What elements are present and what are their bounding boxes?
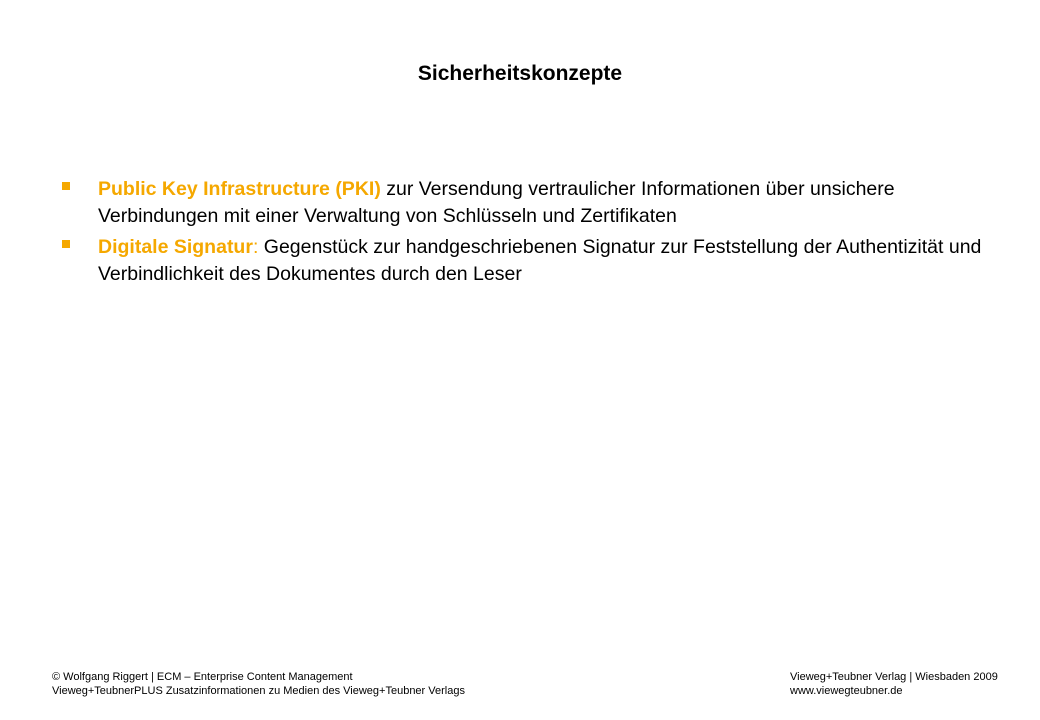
footer-left bbox=[52, 670, 465, 698]
footer-publisher: Vieweg+Teubner Verlag | Wiesbaden 2009 bbox=[790, 671, 998, 683]
bullet-item-pki bbox=[62, 176, 982, 230]
footer-copyright: © Wolfgang Riggert | ECM – Enterprise Content Management bbox=[52, 671, 353, 683]
square-bullet-icon bbox=[62, 240, 70, 248]
slide-title: Sicherheitskonzepte bbox=[417, 62, 623, 85]
bullet-text: Gegenstück zur handgeschriebenen Signatur zur Feststellung der Authentizität und Verbindlichkeit des Dokumentes durch den Leser bbox=[98, 236, 982, 285]
bullet-term: Public Key Infrastructure (PKI) bbox=[98, 178, 381, 200]
bullet-list bbox=[62, 176, 982, 292]
bullet-item-signature bbox=[62, 234, 982, 288]
bullet-separator: : bbox=[252, 236, 259, 258]
square-bullet-icon bbox=[62, 182, 70, 190]
footer-right bbox=[790, 670, 998, 698]
footer-publisher-note: Vieweg+TeubnerPLUS Zusatzinformationen zu Medien des Vieweg+Teubner Verlags bbox=[52, 685, 465, 697]
bullet-text: zur Versendung vertraulicher Informationen über unsichere Verbindungen mit einer Verwaltung von Schlüsseln und Zertifikaten bbox=[98, 178, 895, 227]
footer-url: www.viewegteubner.de bbox=[790, 685, 903, 697]
bullet-term: Digitale Signatur bbox=[98, 236, 253, 258]
